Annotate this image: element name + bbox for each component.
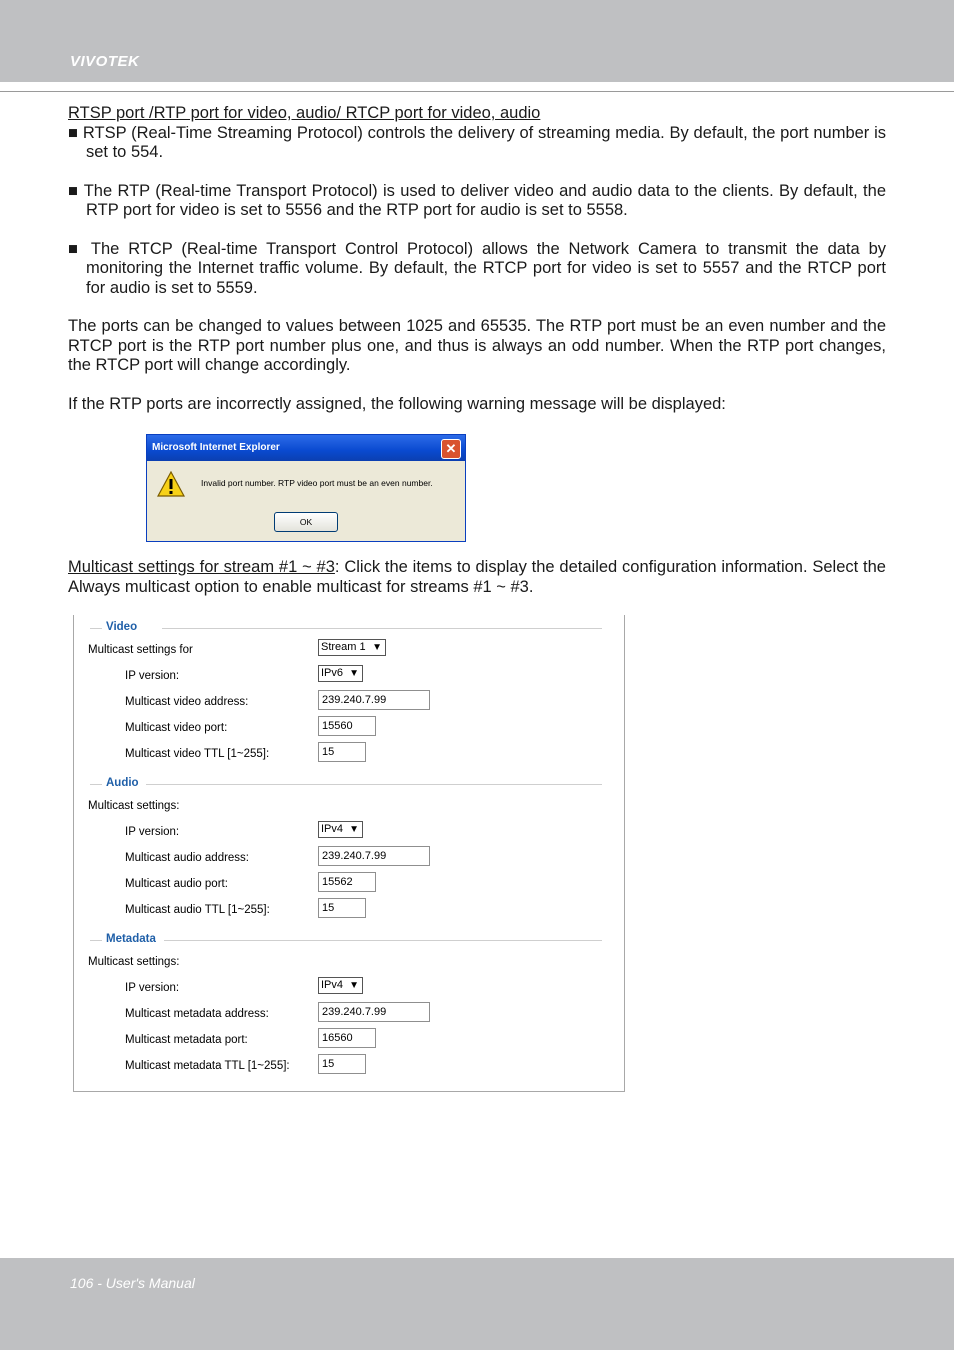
section-title-video[interactable]: Video xyxy=(106,621,138,633)
audio-port-label: Multicast audio port: xyxy=(125,878,228,890)
audio-ttl-label: Multicast audio TTL [1~255]: xyxy=(125,904,270,916)
video-ttl-label: Multicast video TTL [1~255]: xyxy=(125,748,270,760)
section-heading: RTSP port /RTP port for video, audio/ RTCP port for video, audio xyxy=(68,104,541,122)
close-icon[interactable]: ✕ xyxy=(441,439,461,459)
metadata-address-input[interactable]: 239.240.7.99 xyxy=(318,1002,430,1022)
bullet-rtsp: ■ RTSP (Real-Time Streaming Protocol) controls the delivery of streaming media. By default, the port number is set to 554. xyxy=(68,123,886,161)
dialog-title: Microsoft Internet Explorer xyxy=(152,442,280,453)
video-ip-value: IPv6 xyxy=(321,667,344,679)
warning-dialog xyxy=(146,434,466,542)
metadata-port-label: Multicast metadata port: xyxy=(125,1034,248,1046)
warning-intro: If the RTP ports are incorrectly assigned, the following warning message will be displayed: xyxy=(68,394,726,413)
page-header xyxy=(0,0,954,82)
metadata-ip-select[interactable] xyxy=(318,977,363,994)
video-port-label: Multicast video port: xyxy=(125,722,228,734)
section-title-metadata[interactable]: Metadata xyxy=(106,933,156,945)
video-port-input[interactable]: 15560 xyxy=(318,716,376,736)
chevron-down-icon: ▼ xyxy=(372,642,382,653)
manual-content xyxy=(68,104,886,414)
metadata-address-label: Multicast metadata address: xyxy=(125,1008,269,1020)
video-ip-select[interactable] xyxy=(318,665,363,682)
video-address-label: Multicast video address: xyxy=(125,696,249,708)
metadata-ip-value: IPv4 xyxy=(321,979,344,991)
multicast-description xyxy=(68,558,886,597)
chevron-down-icon: ▼ xyxy=(349,980,359,991)
ok-button[interactable]: OK xyxy=(274,512,338,532)
warning-icon xyxy=(157,471,185,497)
audio-ip-label: IP version: xyxy=(125,826,180,838)
video-settings-for-label: Multicast settings for xyxy=(88,644,193,656)
audio-settings-label: Multicast settings: xyxy=(88,800,180,812)
chevron-down-icon: ▼ xyxy=(349,668,359,679)
multicast-link[interactable]: Multicast settings for stream #1 ~ #3 xyxy=(68,558,335,576)
audio-ip-value: IPv4 xyxy=(321,823,344,835)
multicast-text: : Click the items to display the detailed configuration information. Select the Always multicast option to enable multicast for streams #1 ~ #3. xyxy=(68,558,886,596)
dialog-message: Invalid port number. RTP video port must be an even number. xyxy=(201,478,433,488)
chevron-down-icon: ▼ xyxy=(349,824,359,835)
metadata-ip-label: IP version: xyxy=(125,982,180,994)
metadata-ttl-label: Multicast metadata TTL [1~255]: xyxy=(125,1060,290,1072)
bullet-rtcp: ■ The RTCP (Real-time Transport Control Protocol) allows the Network Camera to transmit the data by monitoring the Internet traffic volume. By default, the RTCP port for video is set to 5557 and the RTCP port for audio is set to 5559. xyxy=(68,239,886,297)
audio-address-label: Multicast audio address: xyxy=(125,852,250,864)
page-number: 106 - User's Manual xyxy=(70,1275,195,1291)
dialog-titlebar xyxy=(147,435,465,461)
audio-port-input[interactable]: 15562 xyxy=(318,872,376,892)
brand-logo: VIVOTEK xyxy=(70,53,140,70)
stream-select-value: Stream 1 xyxy=(321,641,366,653)
audio-address-input[interactable]: 239.240.7.99 xyxy=(318,846,430,866)
ports-paragraph: The ports can be changed to values between 1025 and 65535. The RTP port must be an even number and the RTCP port is the RTP port number plus one, and thus is always an odd number. When the RTP port changes, the RTCP port will change accordingly. xyxy=(68,317,886,374)
header-divider xyxy=(0,91,954,92)
video-ip-label: IP version: xyxy=(125,670,180,682)
video-ttl-input[interactable]: 15 xyxy=(318,742,366,762)
metadata-settings-label: Multicast settings: xyxy=(88,956,180,968)
metadata-ttl-input[interactable]: 15 xyxy=(318,1054,366,1074)
stream-select[interactable] xyxy=(318,639,386,656)
multicast-settings-panel xyxy=(73,615,625,1092)
bullet-rtp: ■ The RTP (Real-time Transport Protocol) is used to deliver video and audio data to the clients. By default, the RTP port for video is set to 5556 and the RTP port for audio is set to 5558. xyxy=(68,181,886,219)
video-address-input[interactable]: 239.240.7.99 xyxy=(318,690,430,710)
section-title-audio[interactable]: Audio xyxy=(106,777,139,789)
audio-ttl-input[interactable]: 15 xyxy=(318,898,366,918)
page-footer xyxy=(0,1258,954,1350)
audio-ip-select[interactable] xyxy=(318,821,363,838)
metadata-port-input[interactable]: 16560 xyxy=(318,1028,376,1048)
